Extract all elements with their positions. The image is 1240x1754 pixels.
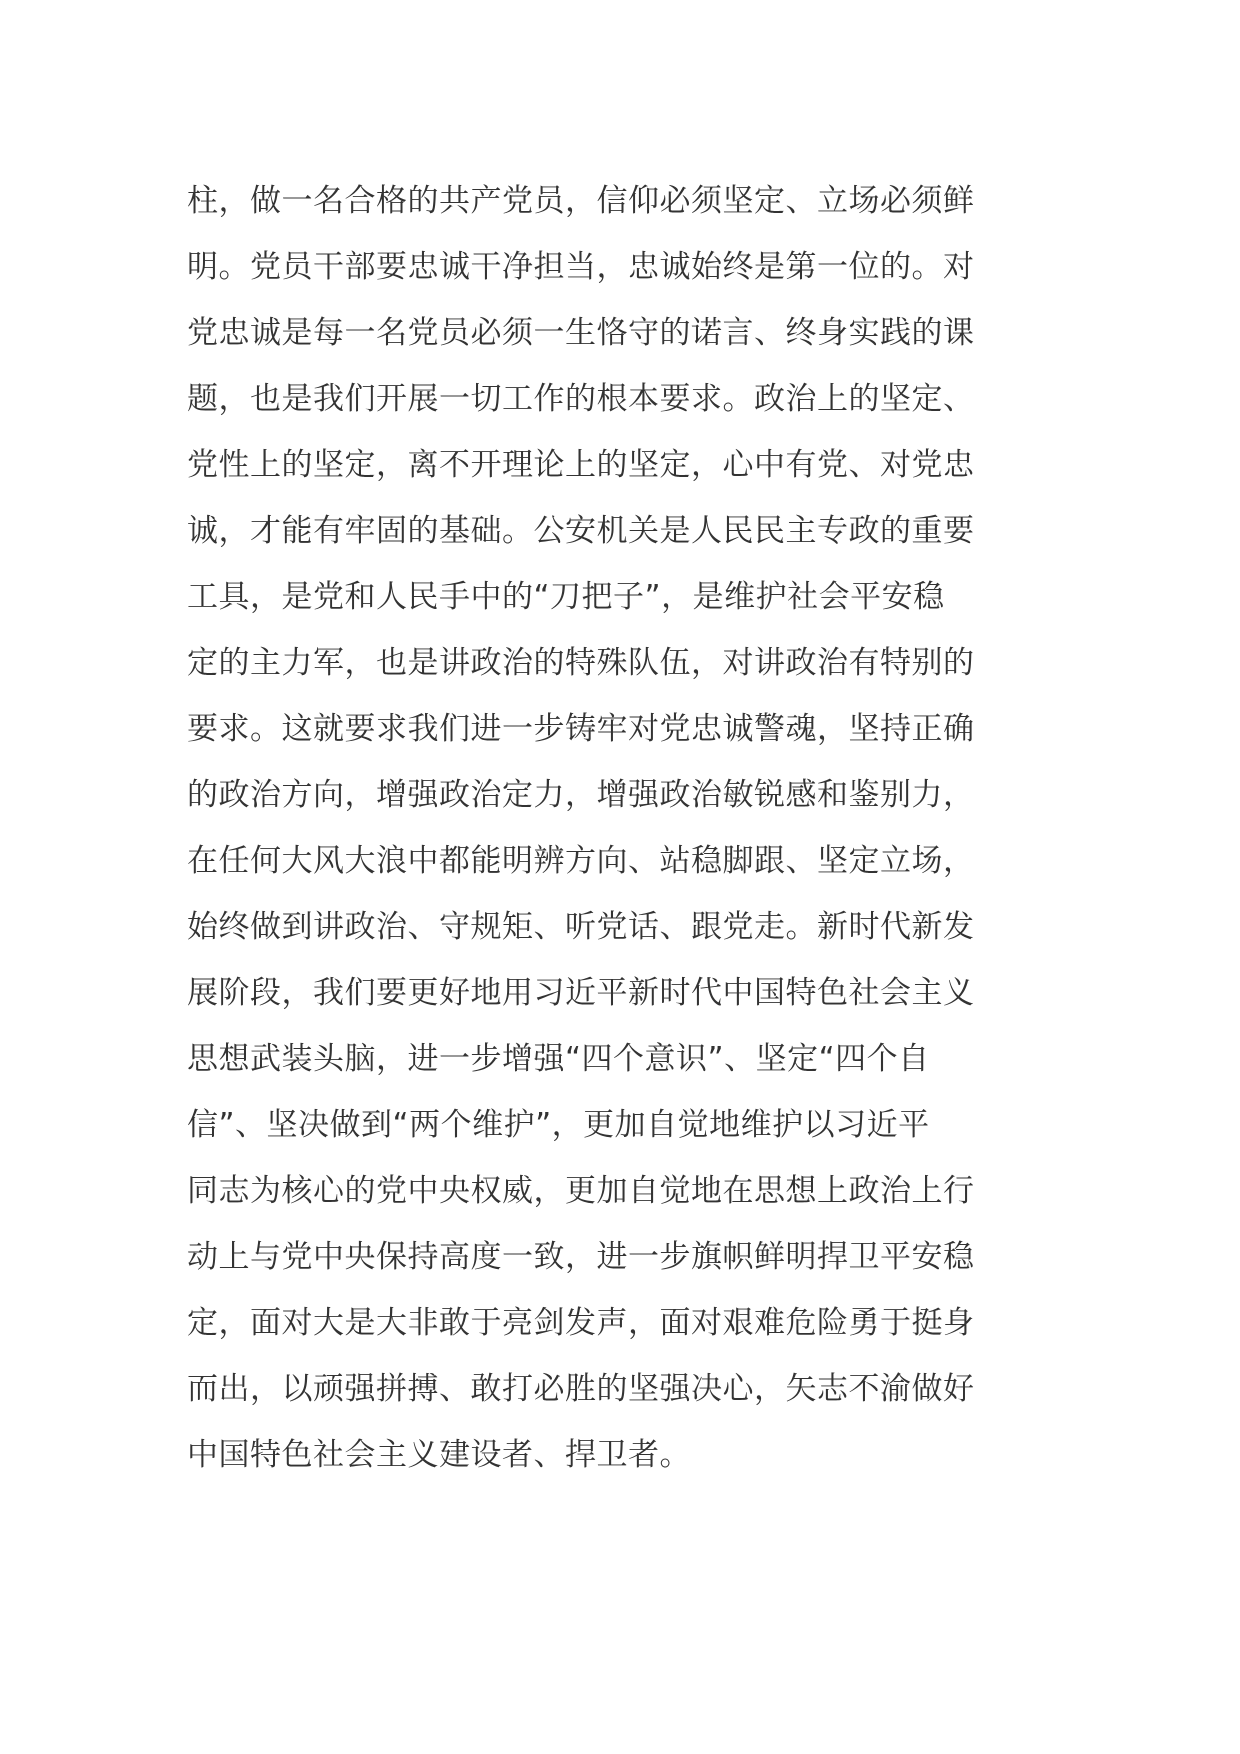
text-line: 展阶段，我们要更好地用习近平新时代中国特色社会主义 bbox=[187, 975, 975, 1011]
text-line: 党忠诚是每一名党员必须一生恪守的诺言、终身实践的课 bbox=[187, 315, 975, 351]
text-line: 在任何大风大浪中都能明辨方向、站稳脚跟、坚定立场， bbox=[187, 843, 975, 879]
text-line: 动上与党中央保持高度一致，进一步旗帜鲜明捍卫平安稳 bbox=[187, 1239, 975, 1275]
text-line: 同志为核心的党中央权威，更加自觉地在思想上政治上行 bbox=[187, 1173, 975, 1209]
text-line: 工具，是党和人民手中的“刀把子”，是维护社会平安稳 bbox=[187, 579, 945, 615]
text-line: 诚，才能有牢固的基础。公安机关是人民民主专政的重要 bbox=[187, 513, 975, 549]
text-line: 信”、坚决做到“两个维护”，更加自觉地维护以习近平 bbox=[187, 1107, 930, 1143]
text-line: 定的主力军，也是讲政治的特殊队伍，对讲政治有特别的 bbox=[187, 645, 975, 681]
text-line: 柱，做一名合格的共产党员，信仰必须坚定、立场必须鲜 bbox=[187, 183, 975, 219]
text-line: 定，面对大是大非敢于亮剑发声，面对艰难危险勇于挺身 bbox=[187, 1305, 975, 1341]
text-line: 题，也是我们开展一切工作的根本要求。政治上的坚定、 bbox=[187, 381, 975, 417]
body-paragraph bbox=[187, 168, 1067, 1488]
text-line: 的政治方向，增强政治定力，增强政治敏锐感和鉴别力， bbox=[187, 777, 975, 813]
text-line: 中国特色社会主义建设者、捍卫者。 bbox=[187, 1437, 691, 1473]
text-line: 明。党员干部要忠诚干净担当，忠诚始终是第一位的。对 bbox=[187, 249, 975, 285]
text-line: 党性上的坚定，离不开理论上的坚定，心中有党、对党忠 bbox=[187, 447, 975, 483]
text-line: 始终做到讲政治、守规矩、听党话、跟党走。新时代新发 bbox=[187, 909, 975, 945]
text-line: 思想武装头脑，进一步增强“四个意识”、坚定“四个自 bbox=[187, 1041, 930, 1077]
text-line: 而出，以顽强拼搏、敢打必胜的坚强决心，矢志不渝做好 bbox=[187, 1371, 975, 1407]
text-line: 要求。这就要求我们进一步铸牢对党忠诚警魂，坚持正确 bbox=[187, 711, 975, 747]
